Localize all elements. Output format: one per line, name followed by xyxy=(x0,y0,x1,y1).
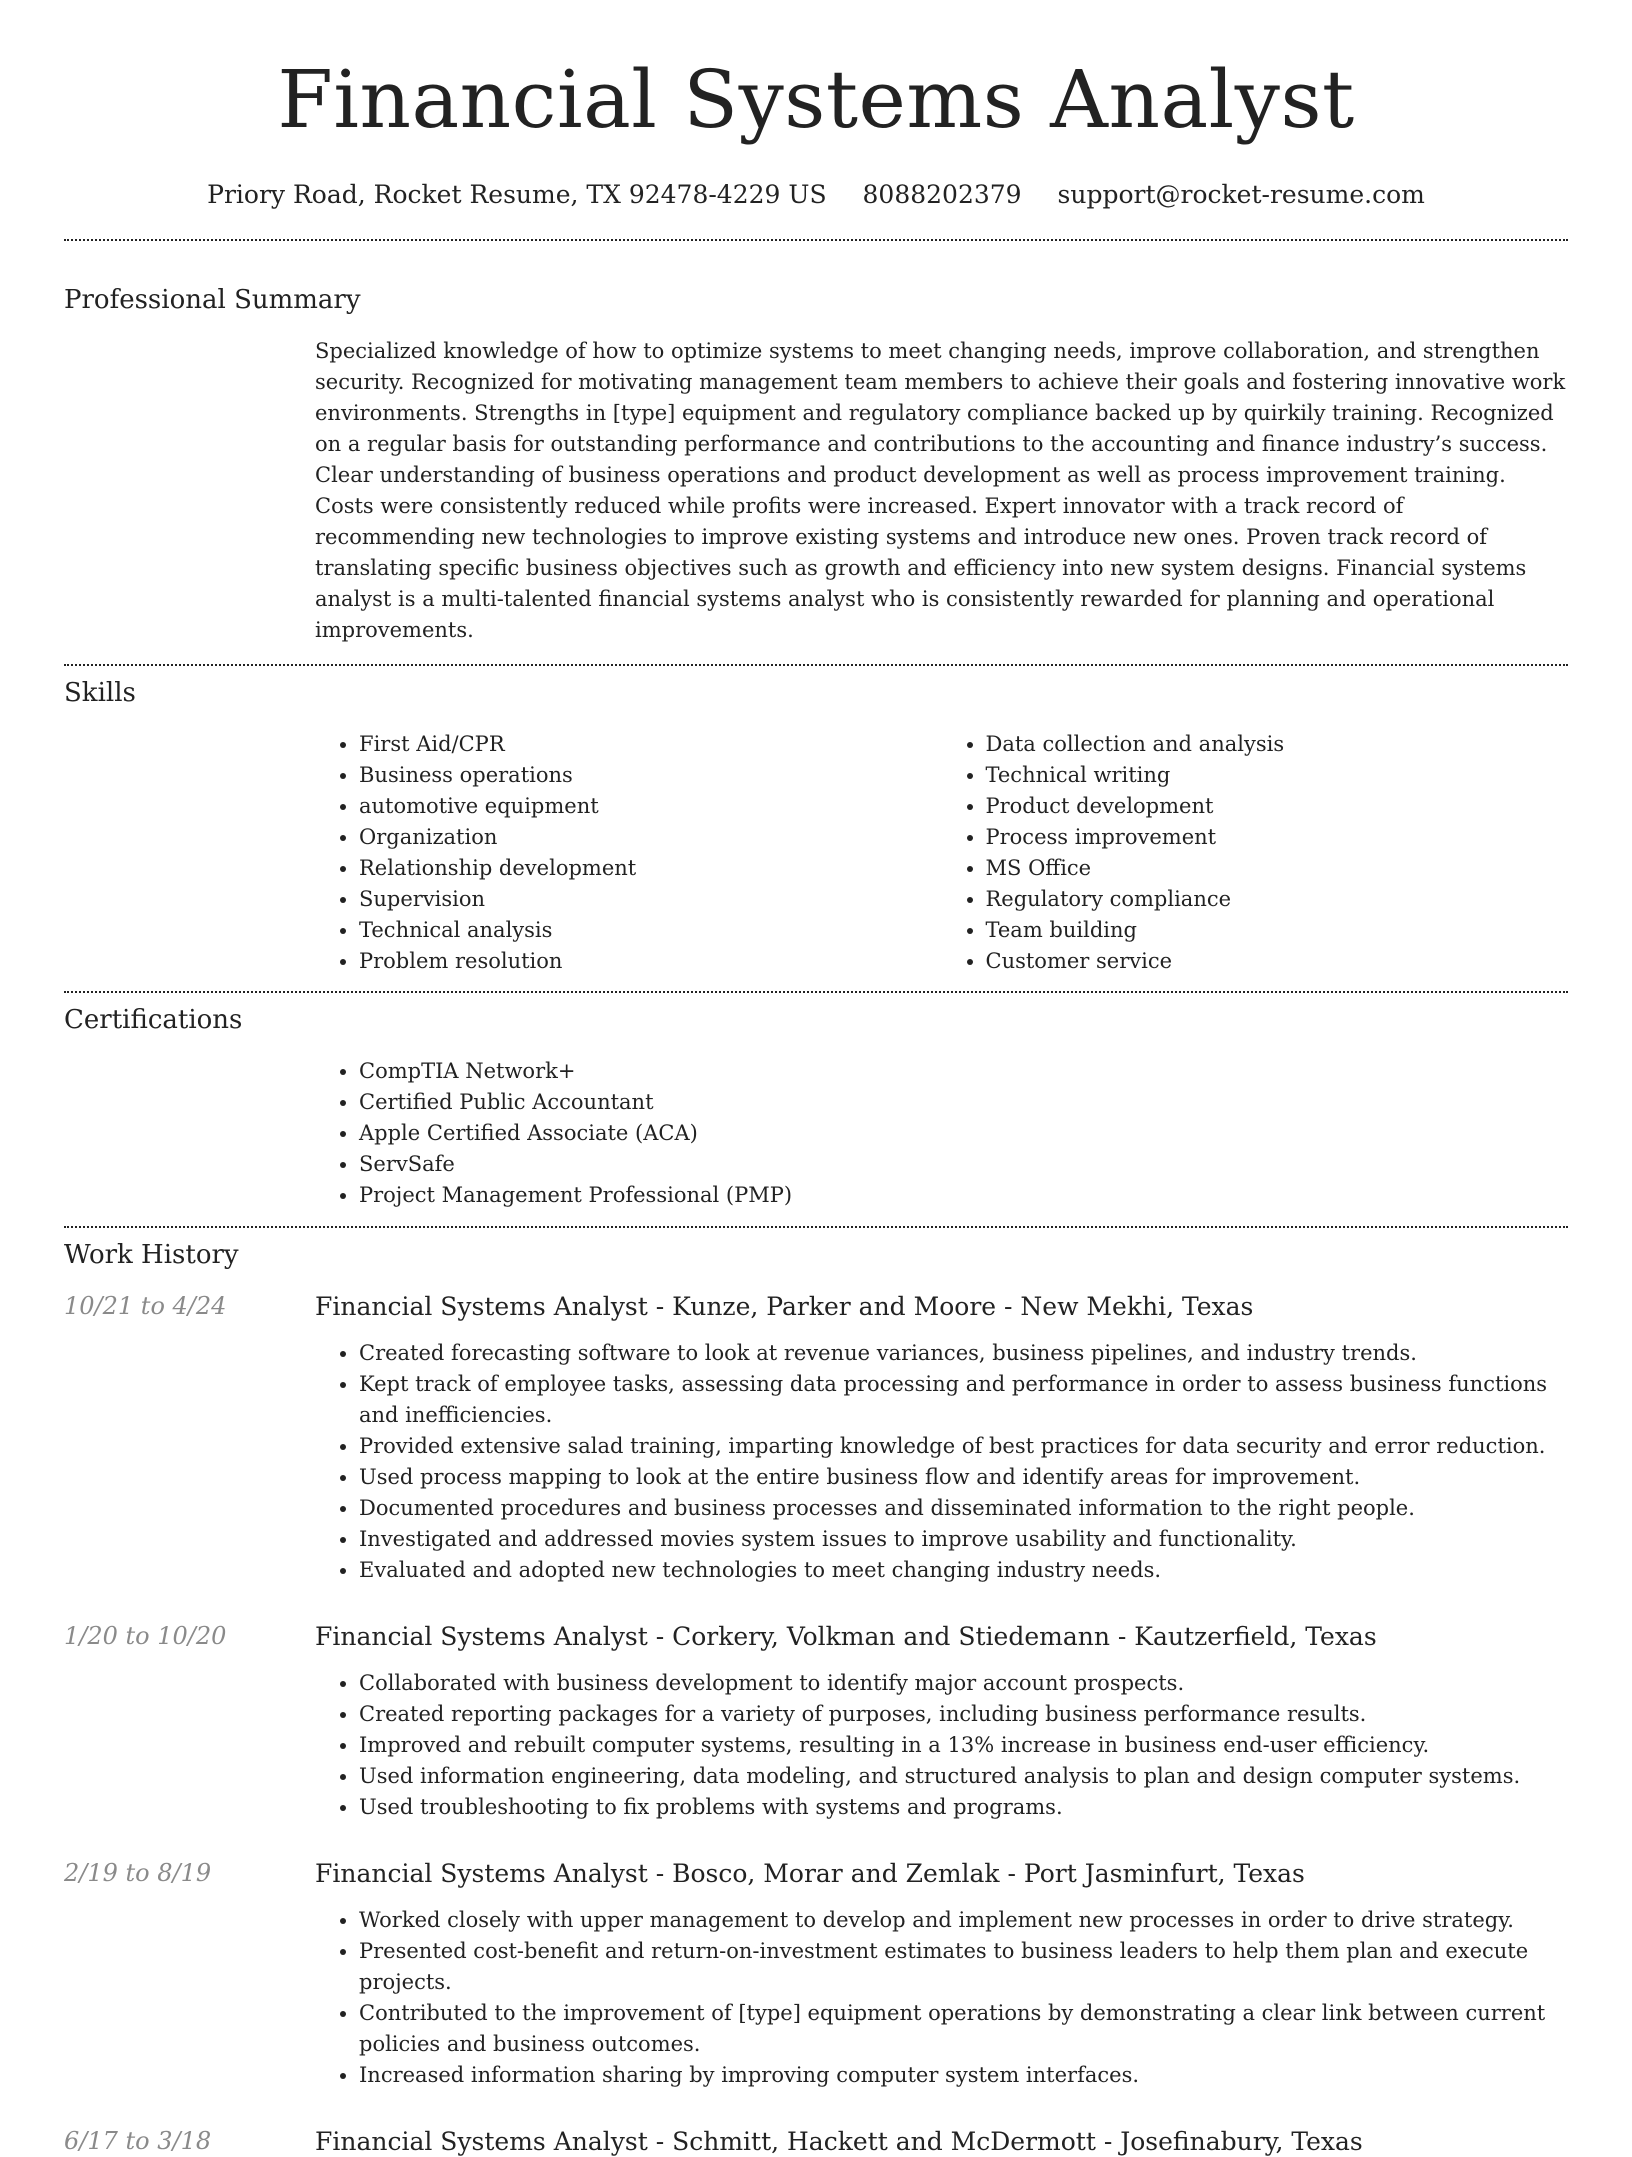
job-date: 2/19 to 8/19 xyxy=(64,1859,212,1887)
job-title: Financial Systems Analyst - Corkery, Volkman and Stiedemann - Kautzerfield, Texas xyxy=(315,1622,1377,1651)
job-bullet: • Increased information sharing by improving computer system interfaces. xyxy=(359,2060,1568,2091)
job-body xyxy=(315,1621,1568,1823)
job-bullets xyxy=(315,1905,1568,2091)
candidate-name: Financial Systems Analyst xyxy=(277,53,1355,146)
job-entry xyxy=(64,1291,1568,1586)
job-bullet: • Created forecasting software to look at revenue variances, business pipelines, and industry trends. xyxy=(359,1338,1568,1369)
summary-section xyxy=(64,285,1568,646)
skill-item: • Regulatory compliance xyxy=(986,884,1569,915)
skill-item: • Relationship development xyxy=(359,853,942,884)
job-entry xyxy=(64,2126,1568,2157)
contact-line xyxy=(64,180,1568,209)
skill-item: • Product development xyxy=(986,791,1569,822)
skills-list-left xyxy=(315,729,942,977)
summary-content xyxy=(315,336,1568,646)
certification-item: • Apple Certified Associate (ACA) xyxy=(359,1118,1568,1149)
job-bullet: • Used information engineering, data modeling, and structured analysis to plan and design computer systems. xyxy=(359,1761,1568,1792)
job-bullet: • Provided extensive salad training, imparting knowledge of best practices for data security and error reduction. xyxy=(359,1431,1568,1462)
skill-item: • automotive equipment xyxy=(359,791,942,822)
section-title-skills: Skills xyxy=(64,678,136,708)
job-body xyxy=(315,1291,1568,1586)
skill-item: • Process improvement xyxy=(986,822,1569,853)
skill-item: • Data collection and analysis xyxy=(986,729,1569,760)
section-title-summary: Professional Summary xyxy=(64,285,361,315)
job-bullet: • Created reporting packages for a variety of purposes, including business performance results. xyxy=(359,1699,1568,1730)
job-date: 10/21 to 4/24 xyxy=(64,1292,227,1320)
job-date: 1/20 to 10/20 xyxy=(64,1622,227,1650)
skill-item: • First Aid/CPR xyxy=(359,729,942,760)
job-bullets xyxy=(315,1668,1568,1823)
skill-item: • Customer service xyxy=(986,946,1569,977)
job-bullet: • Collaborated with business development to identify major account prospects. xyxy=(359,1668,1568,1699)
divider xyxy=(64,1226,1568,1228)
work-history-section xyxy=(64,1240,1568,2157)
job-title: Financial Systems Analyst - Kunze, Parker and Moore - New Mekhi, Texas xyxy=(315,1292,1254,1321)
job-bullet: • Used troubleshooting to fix problems with systems and programs. xyxy=(359,1792,1568,1823)
certifications-section xyxy=(64,1005,1568,1211)
job-date: 6/17 to 3/18 xyxy=(64,2127,212,2155)
certification-item: • ServSafe xyxy=(359,1149,1568,1180)
summary-text: Specialized knowledge of how to optimize systems to meet changing needs, improve collaboration, and strengthen security. Recognized for motivating management team members to achieve their goals and fostering innovative work environments. Strengths in [type] equipment and regulatory compliance backed up by quirkily training. Recognized on a regular basis for outstanding performance and contributions to the accounting and finance industry’s success. Clear understanding of business operations and product development as well as process improvement training. Costs were consistently reduced while profits were increased. Expert innovator with a track record of recommending new technologies to improve existing systems and introduce new ones. Proven track record of translating specific business objectives such as growth and efficiency into new system designs. Financial systems analyst is a multi-talented financial systems analyst who is consistently rewarded for planning and operational improvements. xyxy=(315,339,1566,642)
skill-item: • Team building xyxy=(986,915,1569,946)
skill-item: • Organization xyxy=(359,822,942,853)
skills-grid xyxy=(315,729,1568,977)
divider xyxy=(64,239,1568,241)
certification-item: • Certified Public Accountant xyxy=(359,1087,1568,1118)
email: support@rocket-resume.com xyxy=(1057,180,1425,209)
job-title: Financial Systems Analyst - Schmitt, Hackett and McDermott - Josefinabury, Texas xyxy=(315,2127,1363,2156)
job-body xyxy=(315,1858,1568,2091)
certifications-list xyxy=(315,1056,1568,1211)
job-body xyxy=(315,2126,1568,2157)
skill-item: • Technical analysis xyxy=(359,915,942,946)
divider xyxy=(64,991,1568,993)
job-bullet: • Investigated and addressed movies system issues to improve usability and functionality. xyxy=(359,1524,1568,1555)
job-bullet: • Kept track of employee tasks, assessing data processing and performance in order to assess business functions and inefficiencies. xyxy=(359,1369,1568,1431)
job-bullet: • Contributed to the improvement of [type] equipment operations by demonstrating a clear link between current policies and business outcomes. xyxy=(359,1998,1568,2060)
job-bullet: • Evaluated and adopted new technologies to meet changing industry needs. xyxy=(359,1555,1568,1586)
job-bullets xyxy=(315,1338,1568,1586)
divider xyxy=(64,664,1568,666)
job-bullet: • Presented cost-benefit and return-on-investment estimates to business leaders to help them plan and execute projects. xyxy=(359,1936,1568,1998)
job-bullet: • Used process mapping to look at the entire business flow and identify areas for improvement. xyxy=(359,1462,1568,1493)
section-title-certifications: Certifications xyxy=(64,1005,243,1035)
certification-item: • CompTIA Network+ xyxy=(359,1056,1568,1087)
skill-item: • Problem resolution xyxy=(359,946,942,977)
skill-item: • Technical writing xyxy=(986,760,1569,791)
job-bullet: • Improved and rebuilt computer systems, resulting in a 13% increase in business end-user efficiency. xyxy=(359,1730,1568,1761)
skill-item: • Supervision xyxy=(359,884,942,915)
skills-section xyxy=(64,678,1568,977)
job-entry xyxy=(64,1621,1568,1823)
resume-header xyxy=(64,0,1568,209)
job-bullet: • Documented procedures and business processes and disseminated information to the right people. xyxy=(359,1493,1568,1524)
phone: 8088202379 xyxy=(862,180,1022,209)
skills-list-right xyxy=(942,729,1569,977)
job-bullet: • Worked closely with upper management to develop and implement new processes in order to drive strategy. xyxy=(359,1905,1568,1936)
job-title: Financial Systems Analyst - Bosco, Morar and Zemlak - Port Jasminfurt, Texas xyxy=(315,1859,1305,1888)
job-entry xyxy=(64,1858,1568,2091)
section-title-work-history: Work History xyxy=(64,1240,239,1270)
certifications-content xyxy=(315,1056,1568,1211)
address: Priory Road, Rocket Resume, TX 92478-4229 US xyxy=(207,180,827,209)
certification-item: • Project Management Professional (PMP) xyxy=(359,1180,1568,1211)
skill-item: • Business operations xyxy=(359,760,942,791)
skill-item: • MS Office xyxy=(986,853,1569,884)
